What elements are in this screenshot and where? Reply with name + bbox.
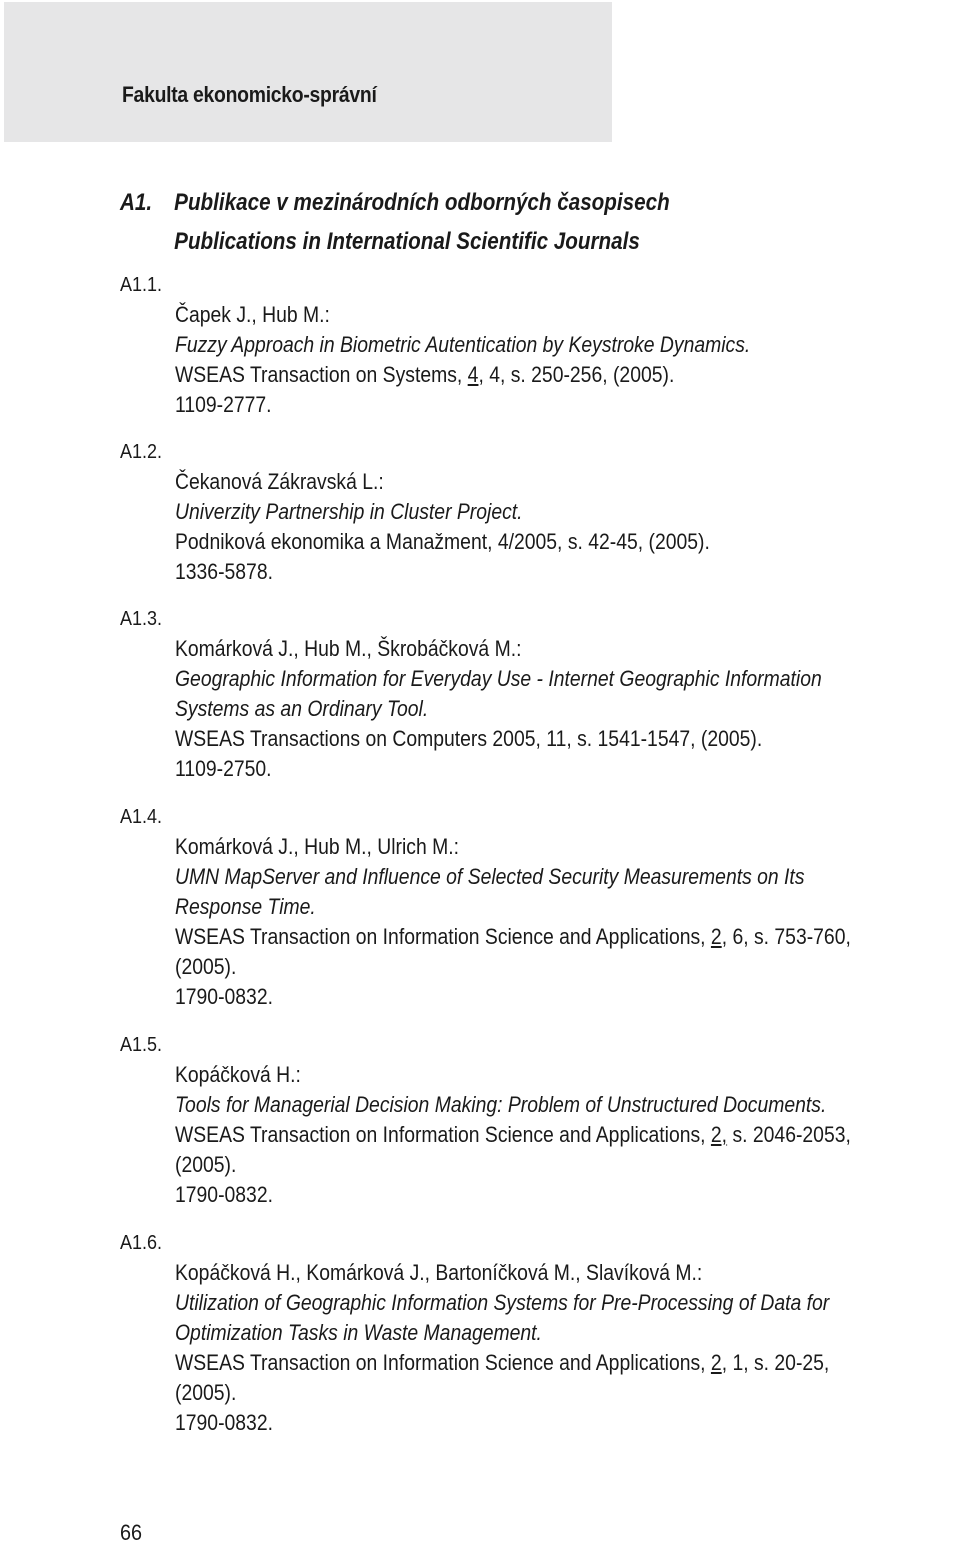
entry-authors: Kopáčková H.:	[175, 1062, 301, 1087]
entry-authors: Čapek J., Hub M.:	[175, 302, 330, 327]
entry-body	[175, 467, 949, 587]
entry-authors: Kopáčková H., Komárková J., Bartoníčková M., Slavíková M.:	[175, 1260, 703, 1285]
entry-title: Utilization of Geographic Information Systems for Pre-Processing of Data for	[175, 1290, 830, 1315]
entry-source: WSEAS Transaction on Information Science and Applications, 2, s. 2046-2053,	[175, 1122, 851, 1147]
entry-body	[175, 832, 949, 1012]
entry-body	[175, 1060, 949, 1210]
entry-authors: Komárková J., Hub M., Ulrich M.:	[175, 834, 460, 859]
entry-source-year: (2005).	[175, 1380, 237, 1405]
section-title-cz: Publikace v mezinárodních odborných časopisech	[174, 189, 670, 216]
volume-number: 2	[710, 924, 722, 949]
volume-number: 2	[710, 1350, 722, 1375]
entry-source: WSEAS Transaction on Information Science and Applications, 2, 6, s. 753-760,	[175, 924, 851, 949]
entry-id: A1.2.	[120, 441, 163, 463]
entry-source: WSEAS Transaction on Systems, 4, 4, s. 250-256, (2005).	[175, 362, 675, 387]
entry-authors: Čekanová Zákravská L.:	[175, 469, 384, 494]
entry-body	[175, 300, 949, 420]
entry-source-year: (2005).	[175, 1152, 237, 1177]
entry-title: Univerzity Partnership in Cluster Project.	[175, 499, 523, 524]
entry-body	[175, 1258, 949, 1438]
entry-title: Geographic Information for Everyday Use - Internet Geographic Information	[175, 666, 822, 691]
entry-title-cont: Optimization Tasks in Waste Management.	[175, 1320, 542, 1345]
faculty-title: Fakulta ekonomicko-správní	[122, 82, 377, 107]
entry-title: UMN MapServer and Influence of Selected Security Measurements on Its	[175, 864, 805, 889]
section-title-en: Publications in International Scientific Journals	[174, 228, 640, 255]
entry-title: Tools for Managerial Decision Making: Problem of Unstructured Documents.	[175, 1092, 827, 1117]
entry-source: Podniková ekonomika a Manažment, 4/2005, s. 42-45, (2005).	[175, 529, 710, 554]
entry-title-cont: Systems as an Ordinary Tool.	[175, 696, 429, 721]
entry-issn: 1109-2750.	[175, 756, 272, 781]
entry-source: WSEAS Transactions on Computers 2005, 11, s. 1541-1547, (2005).	[175, 726, 763, 751]
entry-issn: 1336-5878.	[175, 559, 273, 584]
header-box	[4, 2, 612, 142]
entry-id: A1.1.	[120, 274, 163, 296]
entry-issn: 1790-0832.	[175, 1182, 273, 1207]
entry-source-year: (2005).	[175, 954, 237, 979]
entry-id: A1.4.	[120, 806, 163, 828]
entry-id: A1.3.	[120, 608, 163, 630]
entry-issn: 1790-0832.	[175, 1410, 273, 1435]
entry-issn: 1790-0832.	[175, 984, 273, 1009]
entry-id: A1.5.	[120, 1034, 163, 1056]
entry-issn: 1109-2777.	[175, 392, 272, 417]
page-number: 66	[120, 1520, 143, 1545]
entry-title-cont: Response Time.	[175, 894, 316, 919]
entry-id: A1.6.	[120, 1232, 163, 1254]
entry-title: Fuzzy Approach in Biometric Autentication by Keystroke Dynamics.	[175, 332, 751, 357]
volume-number: 4	[467, 362, 479, 387]
section-heading	[120, 183, 670, 261]
volume-number: 2,	[710, 1122, 728, 1147]
entry-source: WSEAS Transaction on Information Science and Applications, 2, 1, s. 20-25,	[175, 1350, 830, 1375]
entry-authors: Komárková J., Hub M., Škrobáčková M.:	[175, 636, 522, 661]
entry-body	[175, 634, 949, 784]
section-number: A1.	[120, 189, 153, 216]
